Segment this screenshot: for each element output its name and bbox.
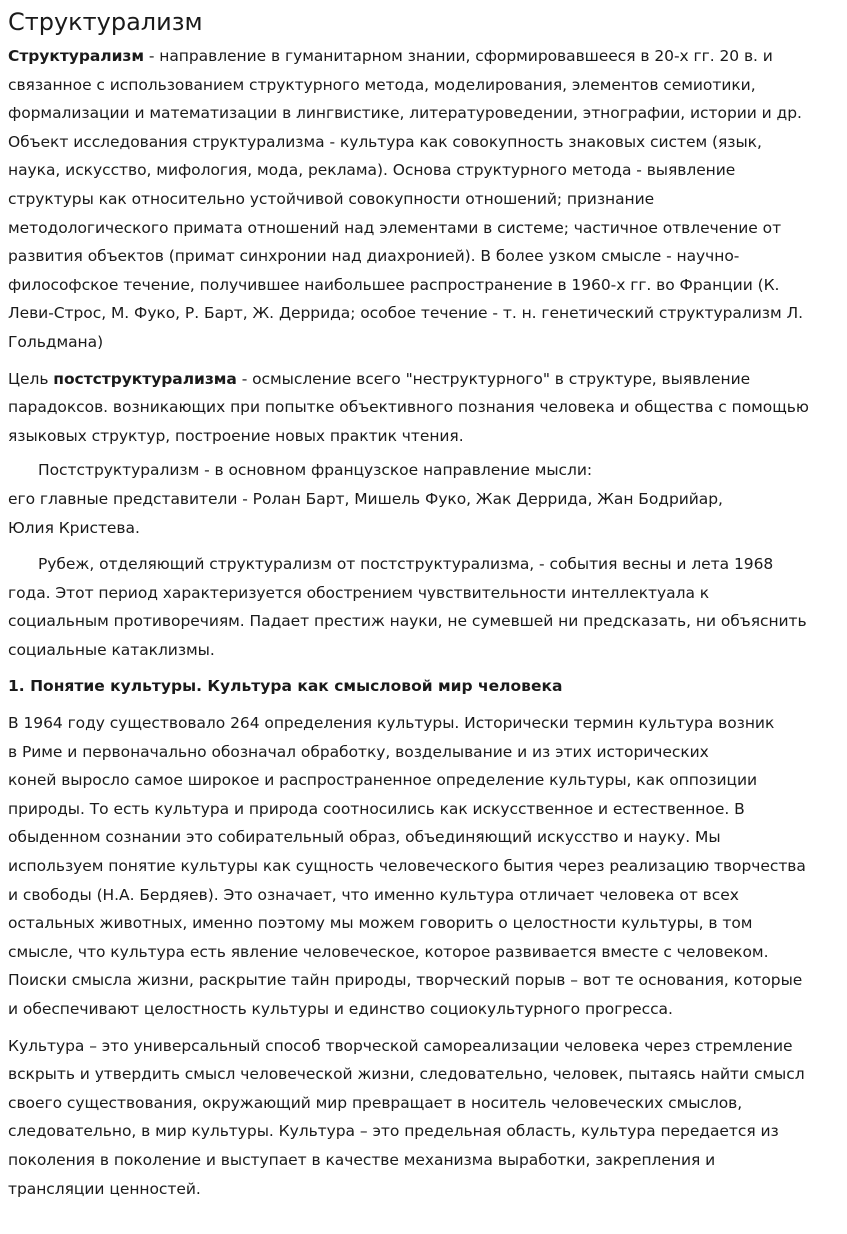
paragraph-culture-definitions: В 1964 году существовало 264 определения культуры. Исторически термин культура возник в Риме и первоначально обозначал обработку, возделывание и из этих исторических коней выросло самое широкое и распространенное определение культуры, как оппозиции природы. То есть культура и природа соотносились как искусственное и естественное. В обыденном сознании это собирательный образ, объединяющий искусство и науку. Мы используем понятие культуры как сущность человеческого бытия через реализацию творчества и свободы (Н.А. Бердяев). Это означает, что именно культура отличает человека от всех остальных животных, именно поэтому мы можем говорить о целостности культуры, в том смысле, что культура есть явление человеческое, которое развивается вместе с человеком. Поиски смысла жизни, раскрытие тайн природы, творческий порыв – вот те основания, которые и обеспечивают целостность культуры и единство социокультурного прогресса. <box>8 714 806 1018</box>
paragraph-structuralism-definition: Структурализм - направление в гуманитарном знании, сформировавшееся в 20-х гг. 20 в. и связанное с использованием структурного метода, моделирования, элементов семиотики, формализации и математизации в лингвистике, литературоведении, этнографии, истории и др. Объект исследования структурализма - культура как совокупность знаковых систем (язык, наука, искусство, мифология, мода, реклама). Основа структурного метода - выявление структуры как относительно устойчивой совокупности отношений; признание методологического примата отношений над элементами в системе; частичное отвлечение от развития объектов (примат синхронии над диахронией). В более узком смысле - научно- философское течение, получившее наибольшее распространение в 1960-х гг. во Франции (К. Леви-Строс, М. Фуко, Р. Барт, Ж. Деррида; особое течение - т. н. генетический структурализм Л. Гольдмана) <box>8 47 803 351</box>
term-poststructuralism: постструктурализма <box>53 369 237 388</box>
page-title: Структурализм <box>8 8 203 36</box>
paragraph-poststructuralism-goal: Цель постструктурализма - осмысление всего "неструктурного" в структуре, выявление парадоксов. возникающих при попытке объективного познания человека и общества с помощью языковых структур, построение новых практик чтения. <box>8 369 809 445</box>
paragraph-poststructuralism-representatives: Постструктурализм - в основном французское направление мысли: его главные представители - Ролан Барт, Мишель Фуко, Жак Деррида, Жан Бодрийар, Юлия Кристева. <box>8 461 723 537</box>
term-structuralism: Структурализм <box>8 47 144 65</box>
paragraph-1968-boundary: Рубеж, отделяющий структурализм от постструктурализма, - события весны и лета 1968 года. Этот период характеризуется обострением чувствительности интеллектуала к социальным противоречиям. Падает престиж науки, не сумевшей ни предсказать, ни объяснить социальные катаклизмы. <box>8 555 807 659</box>
section-heading-culture: 1. Понятие культуры. Культура как смысловой мир человека <box>8 677 563 696</box>
paragraph-culture-universal-method: Культура – это универсальный способ творческой самореализации человека через стремление вскрыть и утвердить смысл человеческой жизни, следовательно, человек, пытаясь найти смысл своего существования, окружающий мир превращает в носитель человеческих смыслов, следовательно, в мир культуры. Культура – это предельная область, культура передается из поколения в поколение и выступает в качестве механизма выработки, закрепления и трансляции ценностей. <box>8 1036 805 1198</box>
